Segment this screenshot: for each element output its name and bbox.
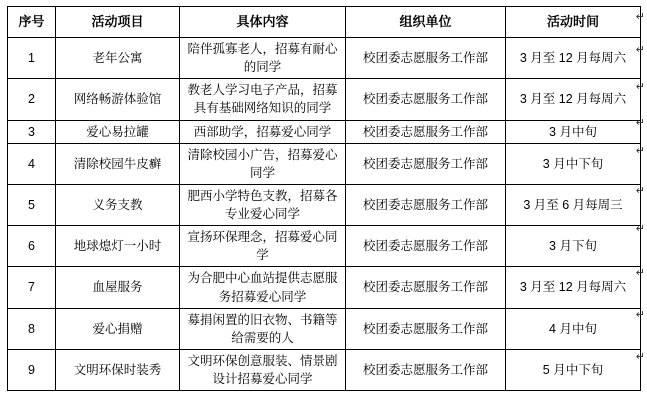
cell-time: 3 月至 12 月每周六 bbox=[506, 79, 641, 120]
table-row bbox=[8, 349, 641, 390]
cell-no: 4 bbox=[8, 143, 56, 184]
paragraph-mark-icon: ↵ bbox=[635, 185, 645, 197]
cell-no: 7 bbox=[8, 267, 56, 308]
cell-content: 教老人学习电子产品，招募具有基础网络知识的同学 bbox=[180, 79, 346, 120]
paragraph-mark-icon: ↵ bbox=[635, 267, 645, 279]
paragraph-mark-icon: ↵ bbox=[635, 309, 645, 321]
column-header-project: 活动项目 bbox=[56, 7, 180, 38]
cell-unit: 校团委志愿服务工作部 bbox=[346, 267, 506, 308]
paragraph-mark-icon: ↵ bbox=[635, 117, 645, 129]
cell-content: 文明环保创意服装、情景剧设计招募爱心同学 bbox=[180, 349, 346, 390]
cell-time: 4 月中旬 bbox=[506, 308, 641, 349]
cell-unit: 校团委志愿服务工作部 bbox=[346, 349, 506, 390]
cell-content: 西部助学，招募爱心同学 bbox=[180, 120, 346, 143]
cell-unit: 校团委志愿服务工作部 bbox=[346, 143, 506, 184]
column-header-content: 具体内容 bbox=[180, 7, 346, 38]
column-header-unit: 组织单位 bbox=[346, 7, 506, 38]
column-header-no: 序号 bbox=[8, 7, 56, 38]
paragraph-mark-icon: ↵ bbox=[635, 351, 645, 363]
table-row bbox=[8, 120, 641, 143]
table-row bbox=[8, 226, 641, 267]
table-row bbox=[8, 38, 641, 79]
table-row bbox=[8, 79, 641, 120]
cell-project: 爱心捐赠 bbox=[56, 308, 180, 349]
cell-content: 为合肥中心血站提供志愿服务招募爱心同学 bbox=[180, 267, 346, 308]
cell-time: 3 月下旬 bbox=[506, 226, 641, 267]
cell-project: 义务支教 bbox=[56, 184, 180, 225]
paragraph-mark-icon: ↵ bbox=[635, 145, 645, 157]
paragraph-mark-icon: ↵ bbox=[635, 81, 645, 93]
cell-unit: 校团委志愿服务工作部 bbox=[346, 120, 506, 143]
cell-no: 6 bbox=[8, 226, 56, 267]
cell-time: 5 月中下旬 bbox=[506, 349, 641, 390]
cell-unit: 校团委志愿服务工作部 bbox=[346, 184, 506, 225]
cell-project: 文明环保时装秀 bbox=[56, 349, 180, 390]
cell-unit: 校团委志愿服务工作部 bbox=[346, 79, 506, 120]
cell-time: 3 月至 12 月每周六 bbox=[506, 38, 641, 79]
cell-content: 陪伴孤寡老人，招募有耐心的同学 bbox=[180, 38, 346, 79]
cell-no: 8 bbox=[8, 308, 56, 349]
cell-project: 血屋服务 bbox=[56, 267, 180, 308]
table-header-row bbox=[8, 7, 641, 38]
paragraph-mark-icon: ↵ bbox=[635, 223, 645, 235]
table-row bbox=[8, 308, 641, 349]
cell-project: 地球熄灯一小时 bbox=[56, 226, 180, 267]
cell-content: 宣扬环保理念，招募爱心同学 bbox=[180, 226, 346, 267]
paragraph-mark-icon: ↵ bbox=[635, 44, 645, 56]
cell-time: 3 月至 6 月每周三 bbox=[506, 184, 641, 225]
cell-unit: 校团委志愿服务工作部 bbox=[346, 38, 506, 79]
table-row bbox=[8, 143, 641, 184]
cell-no: 9 bbox=[8, 349, 56, 390]
activity-table bbox=[7, 6, 641, 391]
cell-content: 清除校园小广告，招募爱心同学 bbox=[180, 143, 346, 184]
cell-no: 2 bbox=[8, 79, 56, 120]
paragraph-mark-column bbox=[633, 0, 647, 404]
column-header-time: 活动时间 bbox=[506, 7, 641, 38]
cell-project: 爱心易拉罐 bbox=[56, 120, 180, 143]
cell-content: 肥西小学特色支教，招募各专业爱心同学 bbox=[180, 184, 346, 225]
cell-unit: 校团委志愿服务工作部 bbox=[346, 308, 506, 349]
table-row bbox=[8, 184, 641, 225]
cell-no: 3 bbox=[8, 120, 56, 143]
cell-content: 募捐闲置的旧衣物、书籍等给需要的人 bbox=[180, 308, 346, 349]
cell-project: 老年公寓 bbox=[56, 38, 180, 79]
cell-time: 3 月中旬 bbox=[506, 120, 641, 143]
cell-project: 清除校园牛皮癣 bbox=[56, 143, 180, 184]
paragraph-mark-icon: ↵ bbox=[635, 11, 645, 23]
table-row bbox=[8, 267, 641, 308]
cell-project: 网络畅游体验馆 bbox=[56, 79, 180, 120]
cell-time: 3 月中下旬 bbox=[506, 143, 641, 184]
cell-no: 5 bbox=[8, 184, 56, 225]
cell-unit: 校团委志愿服务工作部 bbox=[346, 226, 506, 267]
cell-no: 1 bbox=[8, 38, 56, 79]
cell-time: 3 月至 12 月每周六 bbox=[506, 267, 641, 308]
